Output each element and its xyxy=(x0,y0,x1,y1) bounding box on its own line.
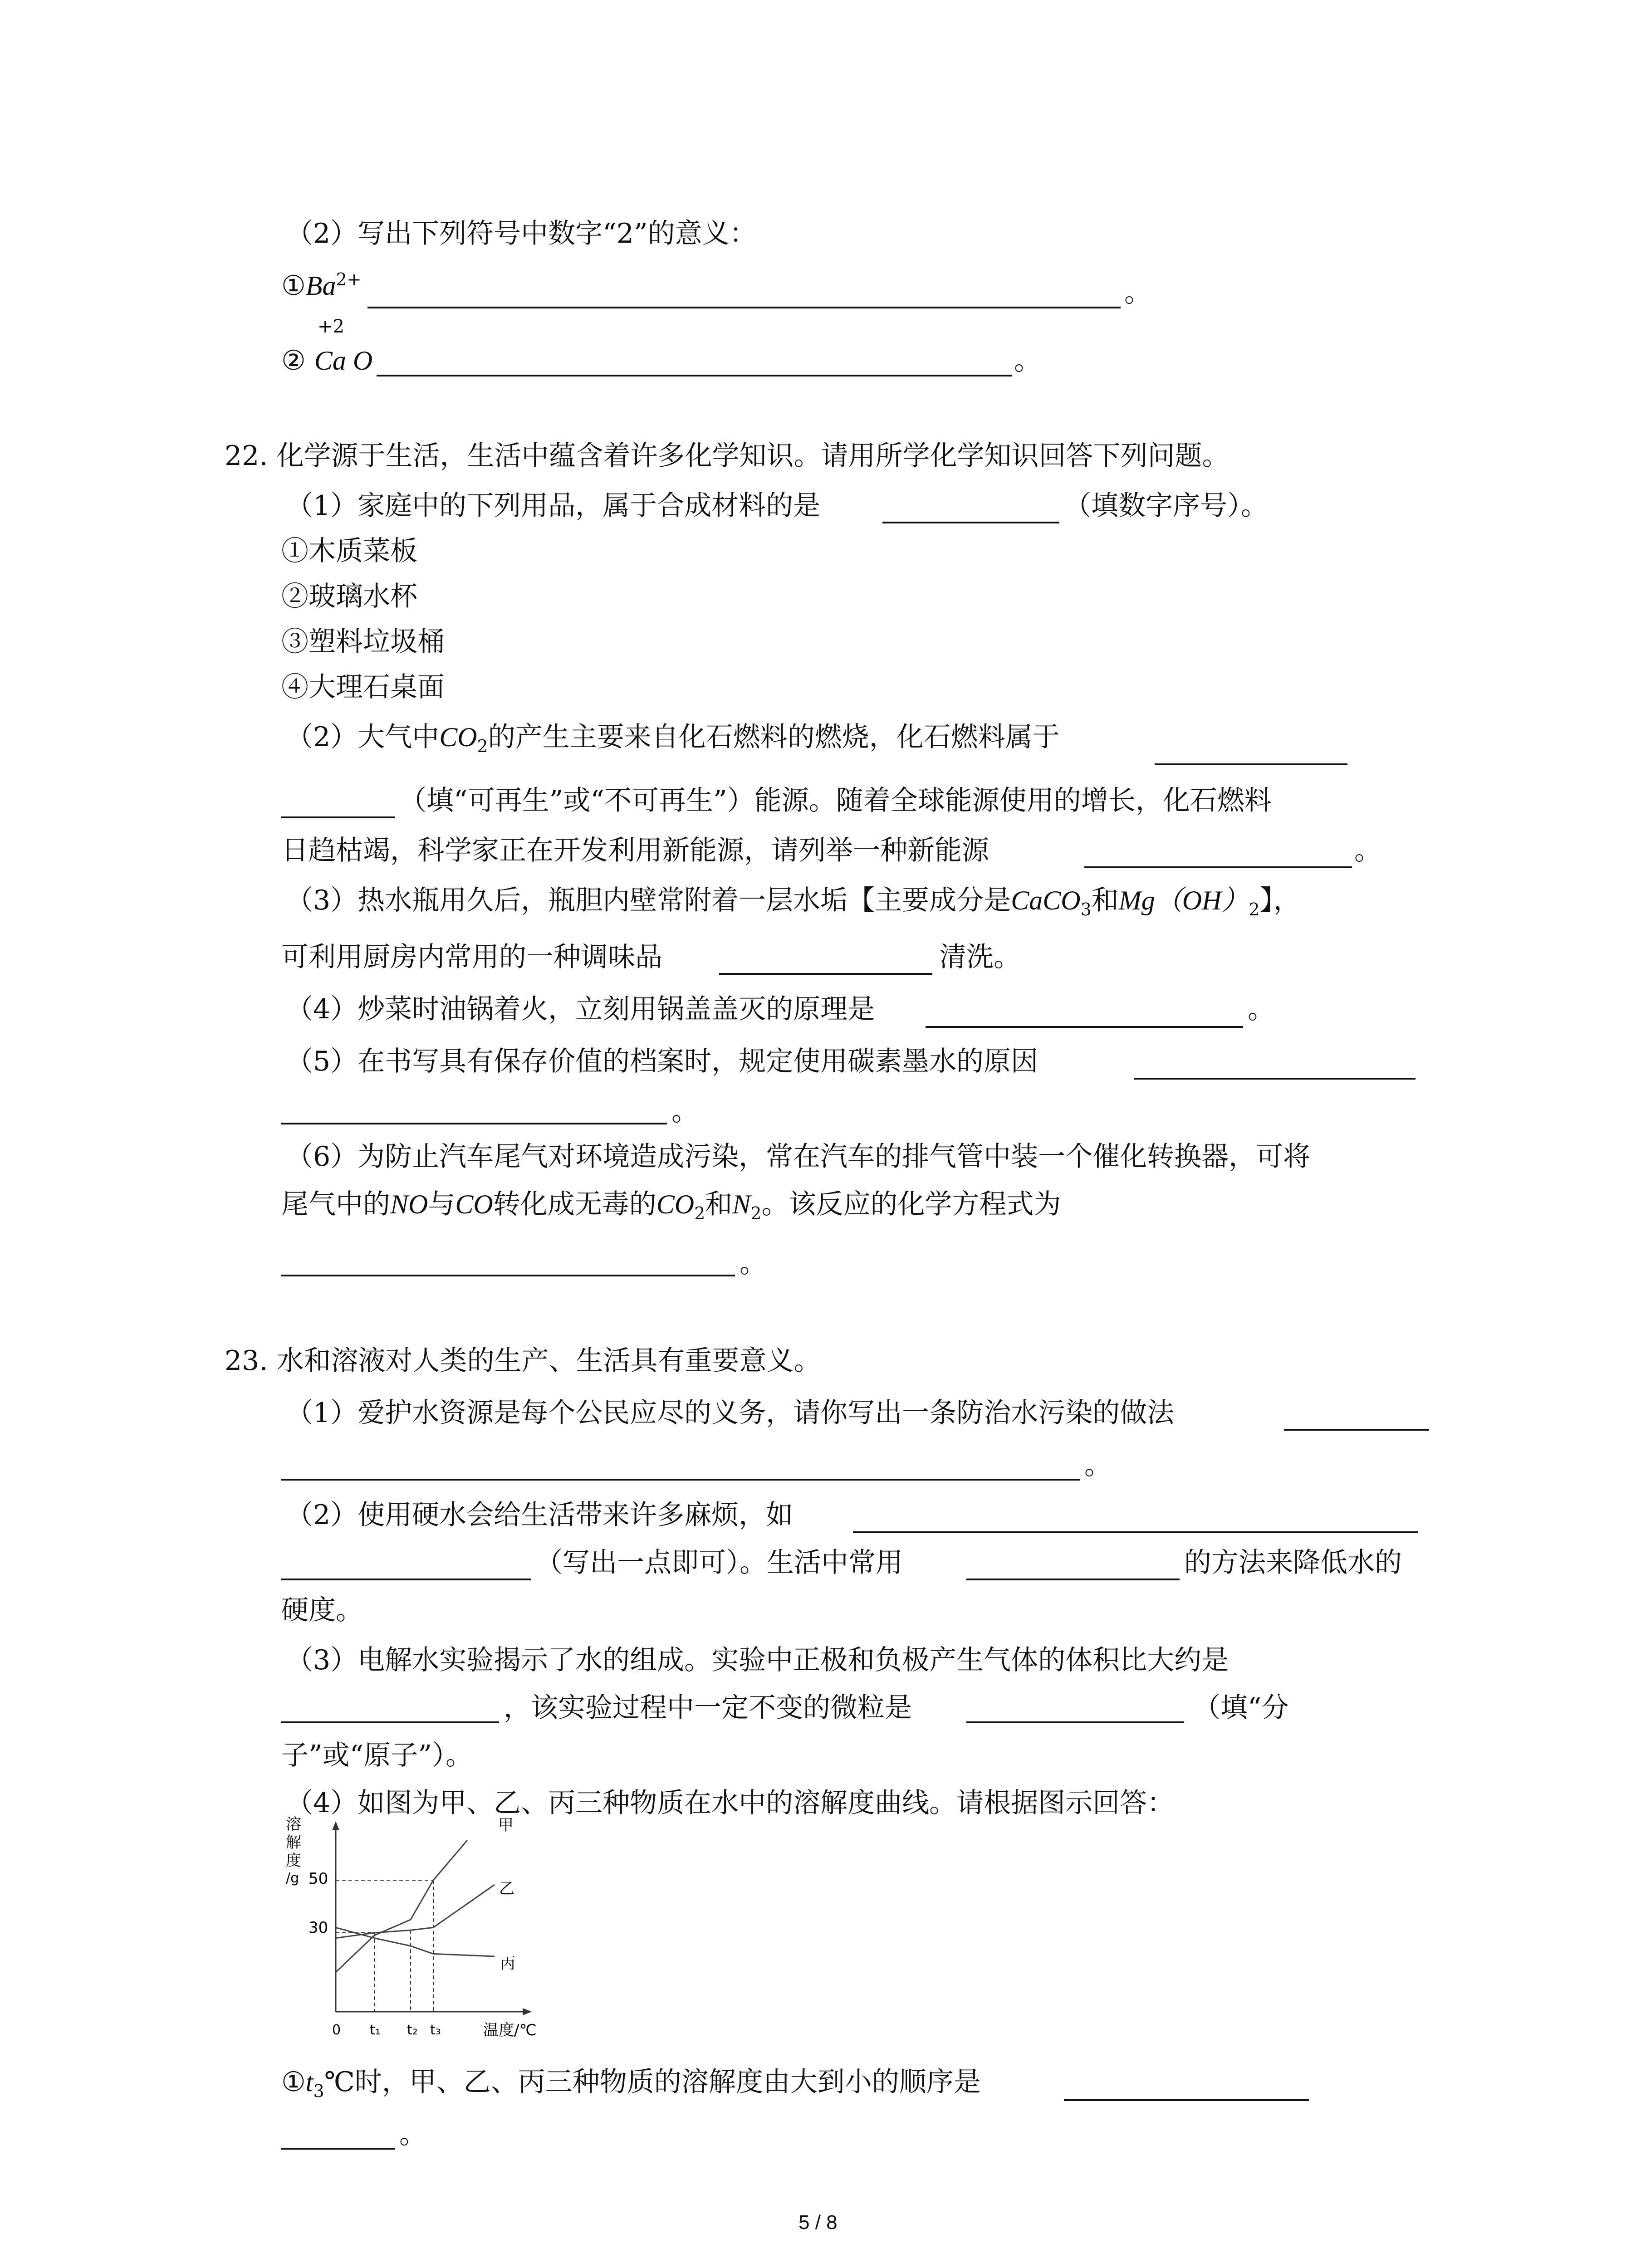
answer-blank[interactable] xyxy=(1084,866,1352,868)
answer-blank[interactable] xyxy=(966,1579,1180,1580)
x-tick-label: t₂ xyxy=(407,2022,418,2038)
solubility-chart xyxy=(281,1812,581,2043)
answer-blank[interactable] xyxy=(1134,1078,1416,1080)
valence-mark: +2 xyxy=(318,316,344,337)
q23-stem: 23. 水和溶液对人类的生产、生活具有重要意义。 xyxy=(225,1345,821,1377)
page-number: 5 / 8 xyxy=(798,2211,838,2234)
answer-blank[interactable] xyxy=(377,375,1012,376)
series-label-2: 丙 xyxy=(500,1955,515,1973)
series-curve-2 xyxy=(336,1927,495,1956)
series-label-0: 甲 xyxy=(498,1816,514,1834)
y-tick-label: 50 xyxy=(309,1870,328,1888)
x-tick-label: 0 xyxy=(332,2022,341,2038)
answer-blank[interactable] xyxy=(367,307,1121,308)
q23-sub1: $①t_3℃$时，甲、乙、丙三种物质的溶解度由大到小的顺序是 xyxy=(281,2066,981,2101)
x-axis-label: 温度/℃ xyxy=(483,2021,537,2039)
answer-blank[interactable] xyxy=(719,973,932,975)
answer-blank[interactable] xyxy=(281,816,395,818)
ylabel-line: 度 xyxy=(286,1852,301,1870)
answer-blank[interactable] xyxy=(281,1721,499,1723)
q22-stem: 22. 化学源于生活，生活中蕴含着许多化学知识。请用所学化学知识回答下列问题。 xyxy=(225,440,1230,472)
ylabel-line: /g xyxy=(286,1870,299,1886)
answer-blank[interactable] xyxy=(882,522,1059,523)
q21-part2: （2）写出下列符号中数字“2”的意义： xyxy=(286,218,757,249)
q21-item1: $①Ba^{2+}$ xyxy=(281,269,362,302)
ylabel-line: 溶 xyxy=(286,1815,301,1833)
ylabel-line: 解 xyxy=(286,1833,301,1852)
answer-blank[interactable] xyxy=(281,1579,531,1580)
answer-blank[interactable] xyxy=(1064,2099,1309,2101)
x-tick-label: t₁ xyxy=(370,2022,381,2038)
y-tick-label: 30 xyxy=(309,1919,328,1937)
answer-blank[interactable] xyxy=(853,1531,1418,1533)
answer-blank[interactable] xyxy=(926,1026,1243,1028)
x-tick-label: t₃ xyxy=(430,2022,441,2038)
q21-item2: ② Ca O xyxy=(281,345,373,376)
answer-blank[interactable] xyxy=(281,1275,735,1276)
answer-blank[interactable] xyxy=(966,1721,1184,1723)
answer-blank[interactable] xyxy=(1284,1429,1429,1431)
answer-blank[interactable] xyxy=(281,1479,1080,1481)
answer-blank[interactable] xyxy=(1155,763,1347,765)
series-curve-0 xyxy=(336,1840,467,1972)
x-axis-arrow xyxy=(523,2008,532,2015)
y-axis-arrow xyxy=(332,1821,339,1830)
series-label-1: 乙 xyxy=(499,1880,514,1898)
answer-blank[interactable] xyxy=(281,1123,667,1124)
answer-blank[interactable] xyxy=(281,2148,395,2150)
